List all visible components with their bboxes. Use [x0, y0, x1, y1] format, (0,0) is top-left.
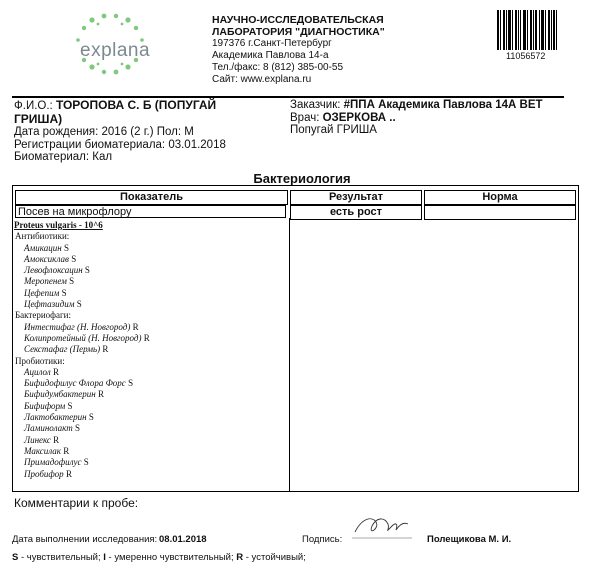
organism-name: Proteus vulgaris - 10^6	[14, 220, 103, 230]
drug-item	[14, 412, 150, 423]
patient-fio-value: ТОРОПОВА С. Б (ПОПУГАЙ	[55, 98, 217, 112]
customer-value: #ППА Академика Павлова 14А ВЕТ	[343, 99, 543, 111]
drug-sensitivity: S	[83, 457, 89, 468]
drug-item	[14, 344, 150, 355]
doctor-value: ОЗЕРКОВА ..	[322, 111, 396, 124]
results-table	[12, 185, 579, 492]
drug-item	[14, 367, 150, 378]
drug-name: Линекс	[24, 434, 51, 445]
drug-sensitivity: R	[52, 366, 59, 377]
legend: S - чувствительный; I - умеренно чувствительный; R - устойчивый;	[12, 552, 306, 563]
drug-item	[14, 322, 150, 333]
doctor: Врач: ОЗЕРКОВА ..	[290, 111, 396, 124]
pet-name: Попугай ГРИША	[290, 124, 377, 136]
lab-name-line2: ЛАБОРАТОРИЯ "ДИАГНОСТИКА"	[212, 26, 385, 38]
drug-name: Ламинолакт	[24, 423, 73, 434]
column-divider	[289, 218, 290, 491]
drug-item	[14, 435, 150, 446]
patient-info	[14, 99, 284, 164]
drug-name: Бифидофилус Флора Форс	[24, 378, 126, 389]
group-title: Антибиотики:	[15, 231, 70, 242]
lab-address-line1: 197376 г.Санкт-Петербург	[212, 38, 332, 49]
drug-name: Пробифор	[24, 468, 64, 479]
drug-sensitivity: R	[132, 321, 139, 332]
drug-name: Бифиформ	[24, 400, 66, 411]
patient-dob: Дата рождения: 2016 (2 г.) Пол: М	[14, 126, 194, 138]
col-header-norm: Норма	[424, 190, 576, 205]
lab-name-line1: НАУЧНО-ИССЛЕДОВАТЕЛЬСКАЯ	[212, 14, 384, 26]
drug-sensitivity: S	[63, 242, 69, 253]
sensitivity-list	[14, 220, 150, 480]
drug-name: Меропенем	[24, 276, 67, 287]
drug-item	[14, 243, 150, 254]
drug-sensitivity: R	[65, 468, 72, 479]
drug-item	[14, 288, 150, 299]
drug-sensitivity: S	[76, 299, 82, 310]
row-result: есть рост	[290, 205, 422, 220]
drug-sensitivity: S	[61, 287, 67, 298]
drug-name: Лактобактерин	[24, 412, 87, 423]
drug-item	[14, 389, 150, 400]
customer-info	[290, 99, 580, 137]
drug-item	[14, 457, 150, 468]
customer: Заказчик: #ППА Академика Павлова 14А ВЕТ	[290, 99, 543, 111]
drug-name: Интестифаг (Н. Новгород)	[24, 321, 131, 332]
patient-biomaterial: Биоматериал: Кал	[14, 151, 113, 163]
drug-name: Максилак	[24, 445, 61, 456]
drug-sensitivity: R	[63, 445, 70, 456]
date-value: 08.01.2018	[159, 534, 207, 545]
drug-name: Амикацин	[24, 242, 62, 253]
sign-label: Подпись:	[302, 534, 343, 545]
drug-sensitivity: R	[97, 389, 104, 400]
drug-item	[14, 446, 150, 457]
drug-sensitivity: S	[71, 253, 77, 264]
col-header-result: Результат	[290, 190, 422, 205]
drug-item	[14, 254, 150, 265]
drug-sensitivity: S	[74, 423, 80, 434]
section-title: Бактериология	[253, 171, 351, 186]
drug-sensitivity: S	[88, 412, 94, 423]
drug-sensitivity: R	[143, 332, 150, 343]
drug-name: Амоксиклав	[24, 253, 69, 264]
row-norm	[424, 205, 576, 220]
drug-sensitivity: S	[84, 265, 90, 276]
barcode-number: 11056572	[506, 51, 546, 61]
drug-name: Бифидумбактерин	[24, 389, 96, 400]
lab-info	[212, 14, 385, 86]
drug-sensitivity: R	[53, 434, 60, 445]
drug-name: Цефтазидим	[24, 299, 75, 310]
drug-item	[14, 469, 150, 480]
group-title: Пробиотики:	[15, 355, 65, 366]
barcode-image	[497, 10, 557, 50]
drug-item	[14, 333, 150, 344]
drug-item	[14, 299, 150, 310]
lab-site: Сайт: www.explana.ru	[212, 74, 312, 85]
row-indicator: Посев на микрофлору	[15, 205, 286, 218]
drug-name: Примадофилус	[24, 457, 82, 468]
lab-address-line2: Академика Павлова 14-а	[212, 50, 329, 61]
drug-name: Колипротейный (Н. Новгород)	[24, 332, 142, 343]
drug-sensitivity: S	[67, 400, 73, 411]
date-label: Дата выполнении исследования:	[12, 534, 158, 545]
drug-name: Цефепим	[24, 287, 60, 298]
patient-registration: Регистрации биоматериала: 03.01.2018	[14, 138, 226, 151]
drug-item	[14, 378, 150, 389]
drug-item	[14, 276, 150, 287]
logo-text: explana	[80, 40, 151, 61]
signer-name: Полещикова М. И.	[427, 534, 512, 545]
drug-name: Ацилол	[24, 366, 51, 377]
drug-sensitivity: R	[102, 344, 109, 355]
comment-label: Комментарии к пробе:	[14, 496, 139, 510]
drug-name: Секстафаг (Пермь)	[24, 344, 101, 355]
patient-fio: Ф.И.О.: ТОРОПОВА С. Б (ПОПУГАЙ	[14, 98, 217, 112]
drug-item	[14, 265, 150, 276]
drug-item	[14, 401, 150, 412]
drug-sensitivity: S	[69, 276, 75, 287]
signature-image	[350, 512, 415, 546]
drug-sensitivity: S	[128, 378, 134, 389]
group-title: Бактериофаги:	[15, 310, 71, 321]
drug-name: Левофлоксацин	[24, 265, 83, 276]
lab-phone: Тел./факс: 8 (812) 385-00-55	[212, 62, 344, 73]
drug-item	[14, 423, 150, 434]
patient-fio-value-2: ГРИША)	[14, 111, 63, 126]
col-header-indicator: Показатель	[15, 190, 288, 205]
